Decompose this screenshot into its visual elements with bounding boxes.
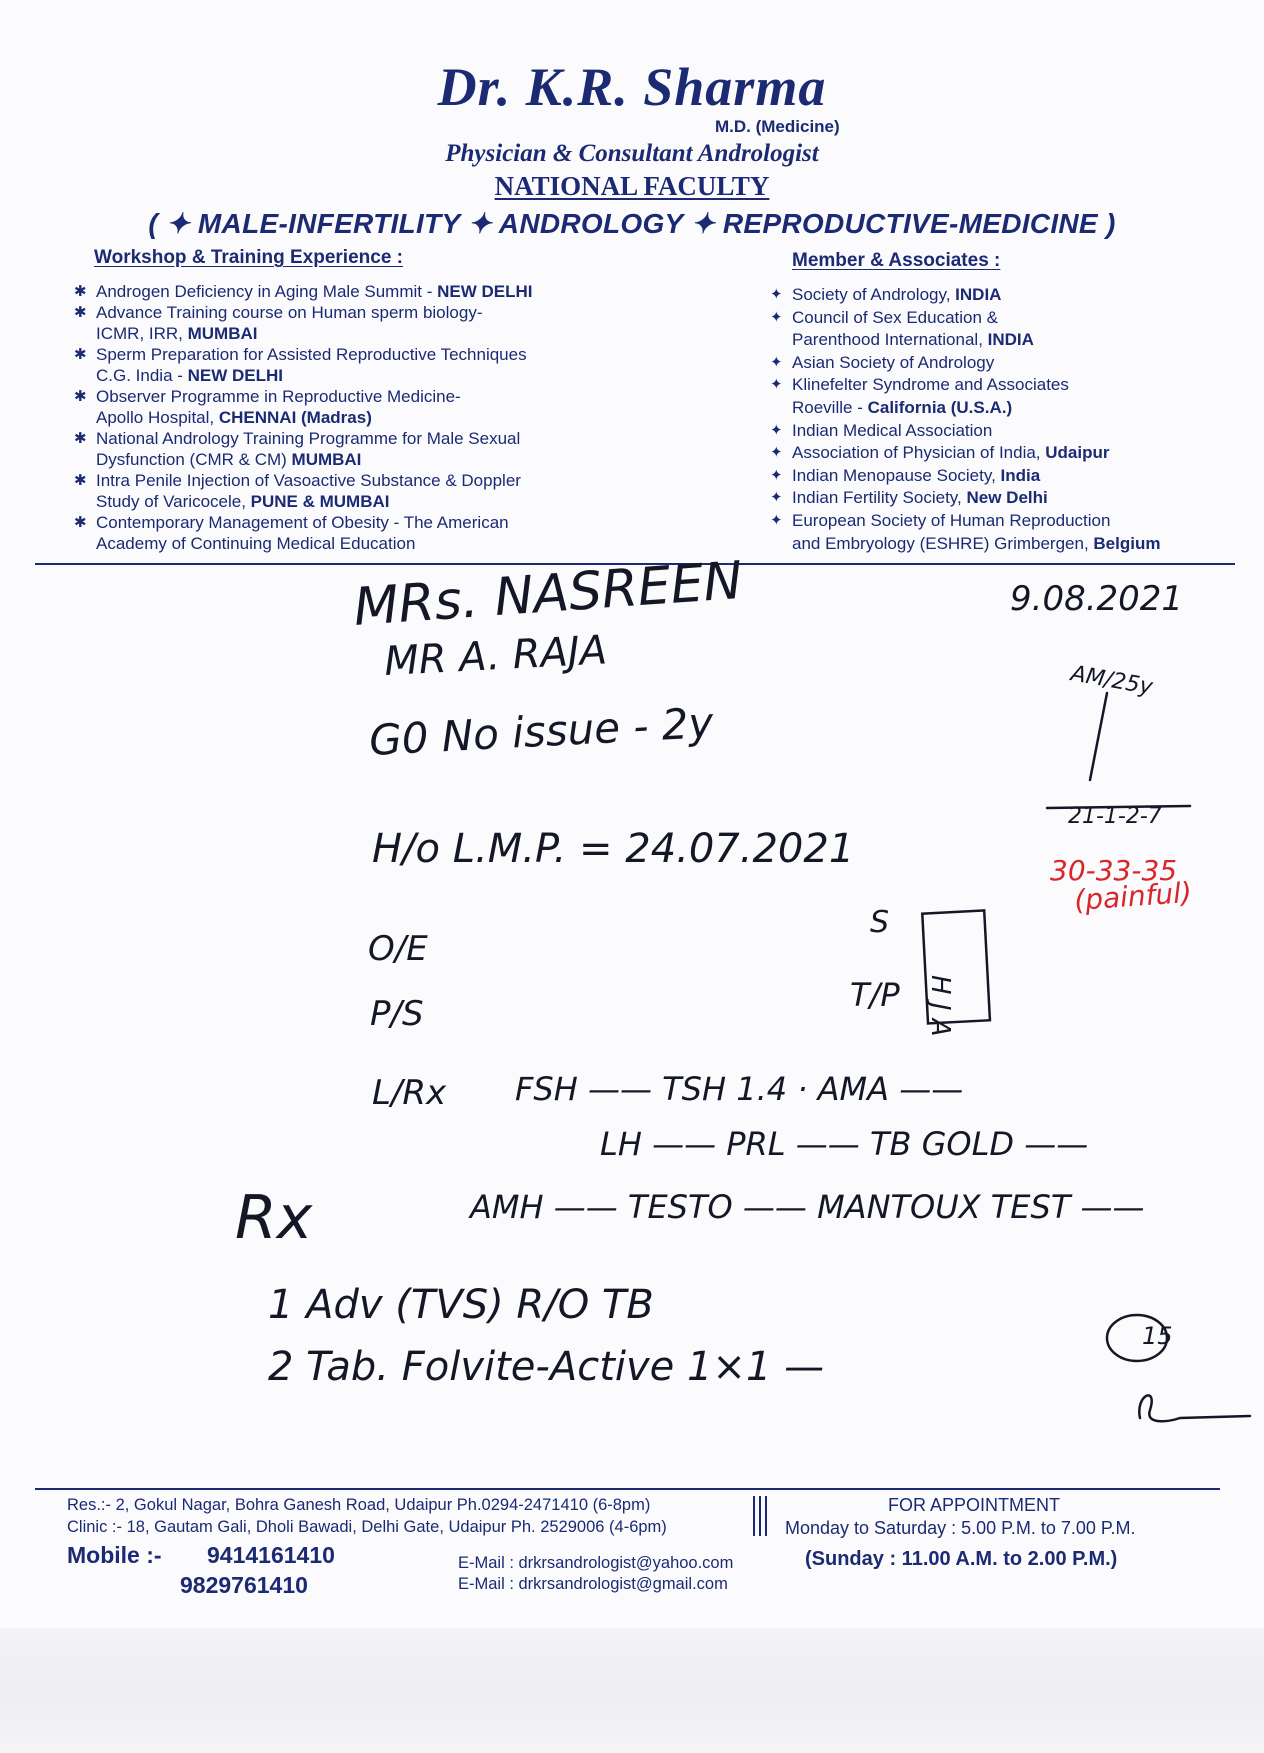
mobile-number-2: 9829761410 (180, 1572, 308, 1598)
bullet-star-icon: ✦ (770, 353, 783, 371)
mobile-number-1: 9414161410 (207, 1542, 335, 1568)
investigations-label: L/Rx (372, 1073, 447, 1113)
members-heading: Member & Associates : (792, 250, 1001, 271)
obstetric-history: G0 No issue - 2y (367, 698, 715, 765)
mobile-label: Mobile :- (67, 1542, 162, 1568)
workshop-line: Intra Penile Injection of Vasoactive Substance & Doppler (96, 471, 521, 490)
doctor-signature (1139, 1395, 1250, 1421)
doctor-degree: M.D. (Medicine) (715, 117, 840, 136)
bullet-star-icon: ✦ (770, 421, 783, 439)
specialties-line: ( ✦ MALE-INFERTILITY ✦ ANDROLOGY ✦ REPRODUCTIVE-MEDICINE ) (148, 208, 1116, 239)
members-line: and Embryology (ESHRE) Grimbergen, Belgium (792, 533, 1161, 553)
clinic-address: Clinic :- 18, Gautam Gali, Dholi Bawadi, Delhi Gate, Udaipur Ph. 2529006 (4-6pm) (67, 1518, 667, 1536)
bullet-star-icon: ✦ (770, 376, 783, 394)
tests-row-2: LH —— PRL —— TB GOLD —— (600, 1125, 1089, 1163)
bullet-star-icon: ✦ (770, 489, 783, 507)
members-line: Association of Physician of India, Udaipur (792, 443, 1110, 463)
tests-row-3: AMH —— TESTO —— MANTOUX TEST —— (470, 1188, 1145, 1226)
oe-label: O/E (368, 929, 428, 969)
bullet-star-icon: ✦ (770, 444, 783, 462)
workshop-line: ICMR, IRR, MUMBAI (96, 324, 258, 343)
bullet-star-icon: ✦ (770, 286, 783, 303)
rx-line-2: 2 Tab. Folvite-Active 1×1 — (268, 1344, 825, 1390)
cycle-top: 21-1-2-7 (1068, 804, 1162, 829)
workshop-line: National Andrology Training Programme for Male Sexual (96, 429, 521, 448)
visit-date: 9.08.2021 (1010, 579, 1184, 619)
cycle-days: 30-33-35 (1050, 854, 1178, 887)
husband-name: MR A. RAJA (383, 627, 609, 685)
box-label: H J A (925, 975, 955, 1037)
rx-line-1: 1 Adv (TVS) R/O TB (268, 1282, 654, 1328)
tests-row-1: FSH —— TSH 1.4 · AMA —— (515, 1070, 964, 1108)
workshop-line: Dysfunction (CMR & CM) MUMBAI (96, 450, 362, 469)
members-line: Indian Menopause Society, India (792, 465, 1041, 485)
residence-address: Res.:- 2, Gokul Nagar, Bohra Ganesh Road, Udaipur Ph.0294-2471410 (6-8pm) (67, 1496, 651, 1514)
workshop-line: Study of Varicocele, PUNE & MUMBAI (96, 492, 390, 511)
footer-divider (35, 1488, 1220, 1490)
sunday-hours: (Sunday : 11.00 A.M. to 2.00 P.M.) (805, 1548, 1118, 1570)
members-line: Society of Andrology, INDIA (792, 285, 1002, 304)
bullet-star-icon: ✱ (74, 283, 87, 300)
members-line: Indian Fertility Society, New Delhi (792, 488, 1048, 508)
members-line: European Society of Human Reproduction (792, 510, 1111, 530)
bullet-star-icon: ✱ (74, 388, 87, 405)
paper-fold (0, 1628, 1264, 1753)
bullet-star-icon: ✱ (74, 514, 87, 531)
doctor-name: Dr. K.R. Sharma (437, 57, 827, 117)
rx-quantity: 15 (1142, 1322, 1173, 1350)
workshop-line: Contemporary Management of Obesity - The American (96, 513, 509, 532)
workshop-line: Apollo Hospital, CHENNAI (Madras) (96, 408, 372, 427)
email-2: E-Mail : drkrsandrologist@gmail.com (458, 1575, 728, 1593)
workshop-line: Observer Programme in Reproductive Medicine- (96, 387, 461, 406)
workshop-heading: Workshop & Training Experience : (94, 247, 403, 268)
bullet-star-icon: ✱ (74, 430, 87, 447)
age-stroke (1090, 693, 1107, 780)
tp-label: T/P (850, 976, 900, 1014)
s-mark: S (870, 905, 890, 940)
email-1: E-Mail : drkrsandrologist@yahoo.com (458, 1554, 734, 1572)
bullet-star-icon: ✱ (74, 472, 87, 489)
appointment-heading: FOR APPOINTMENT (888, 1495, 1061, 1515)
workshop-line: Advance Training course on Human sperm biology- (96, 303, 483, 322)
cycle-note: (painful) (1073, 875, 1193, 917)
members-line: Parenthood International, INDIA (792, 330, 1034, 350)
bullet-star-icon: ✦ (770, 308, 783, 326)
footer-sep-3 (765, 1496, 767, 1536)
weekday-hours: Monday to Saturday : 5.00 P.M. to 7.00 P.M. (785, 1518, 1136, 1538)
patient-age: AM/25y (1068, 661, 1155, 701)
bullet-star-icon: ✱ (74, 346, 87, 363)
workshop-line: Androgen Deficiency in Aging Male Summit - NEW DELHI (96, 282, 533, 301)
doctor-title: Physician & Consultant Andrologist (445, 140, 819, 167)
patient-name: MRs. NASREEN (351, 550, 745, 638)
members-line: Klinefelter Syndrome and Associates (792, 375, 1069, 395)
workshop-line: Sperm Preparation for Assisted Reproductive Techniques (96, 345, 527, 364)
members-line: Council of Sex Education & (792, 307, 999, 327)
workshop-line: C.G. India - NEW DELHI (96, 366, 284, 385)
members-line: Roeville - California (U.S.A.) (792, 397, 1013, 417)
footer-sep-1 (753, 1496, 755, 1536)
bullet-star-icon: ✦ (770, 466, 783, 484)
rx-symbol: Rx (235, 1183, 313, 1253)
ps-label: P/S (370, 994, 424, 1034)
bullet-star-icon: ✦ (770, 511, 783, 529)
lmp-note: H/o L.M.P. = 24.07.2021 (372, 826, 855, 872)
members-line: Asian Society of Andrology (792, 352, 995, 372)
members-line: Indian Medical Association (792, 420, 993, 440)
bullet-star-icon: ✱ (74, 304, 87, 321)
national-faculty: NATIONAL FACULTY (494, 171, 770, 201)
workshop-line: Academy of Continuing Medical Education (96, 534, 416, 553)
footer-sep-2 (759, 1496, 761, 1536)
